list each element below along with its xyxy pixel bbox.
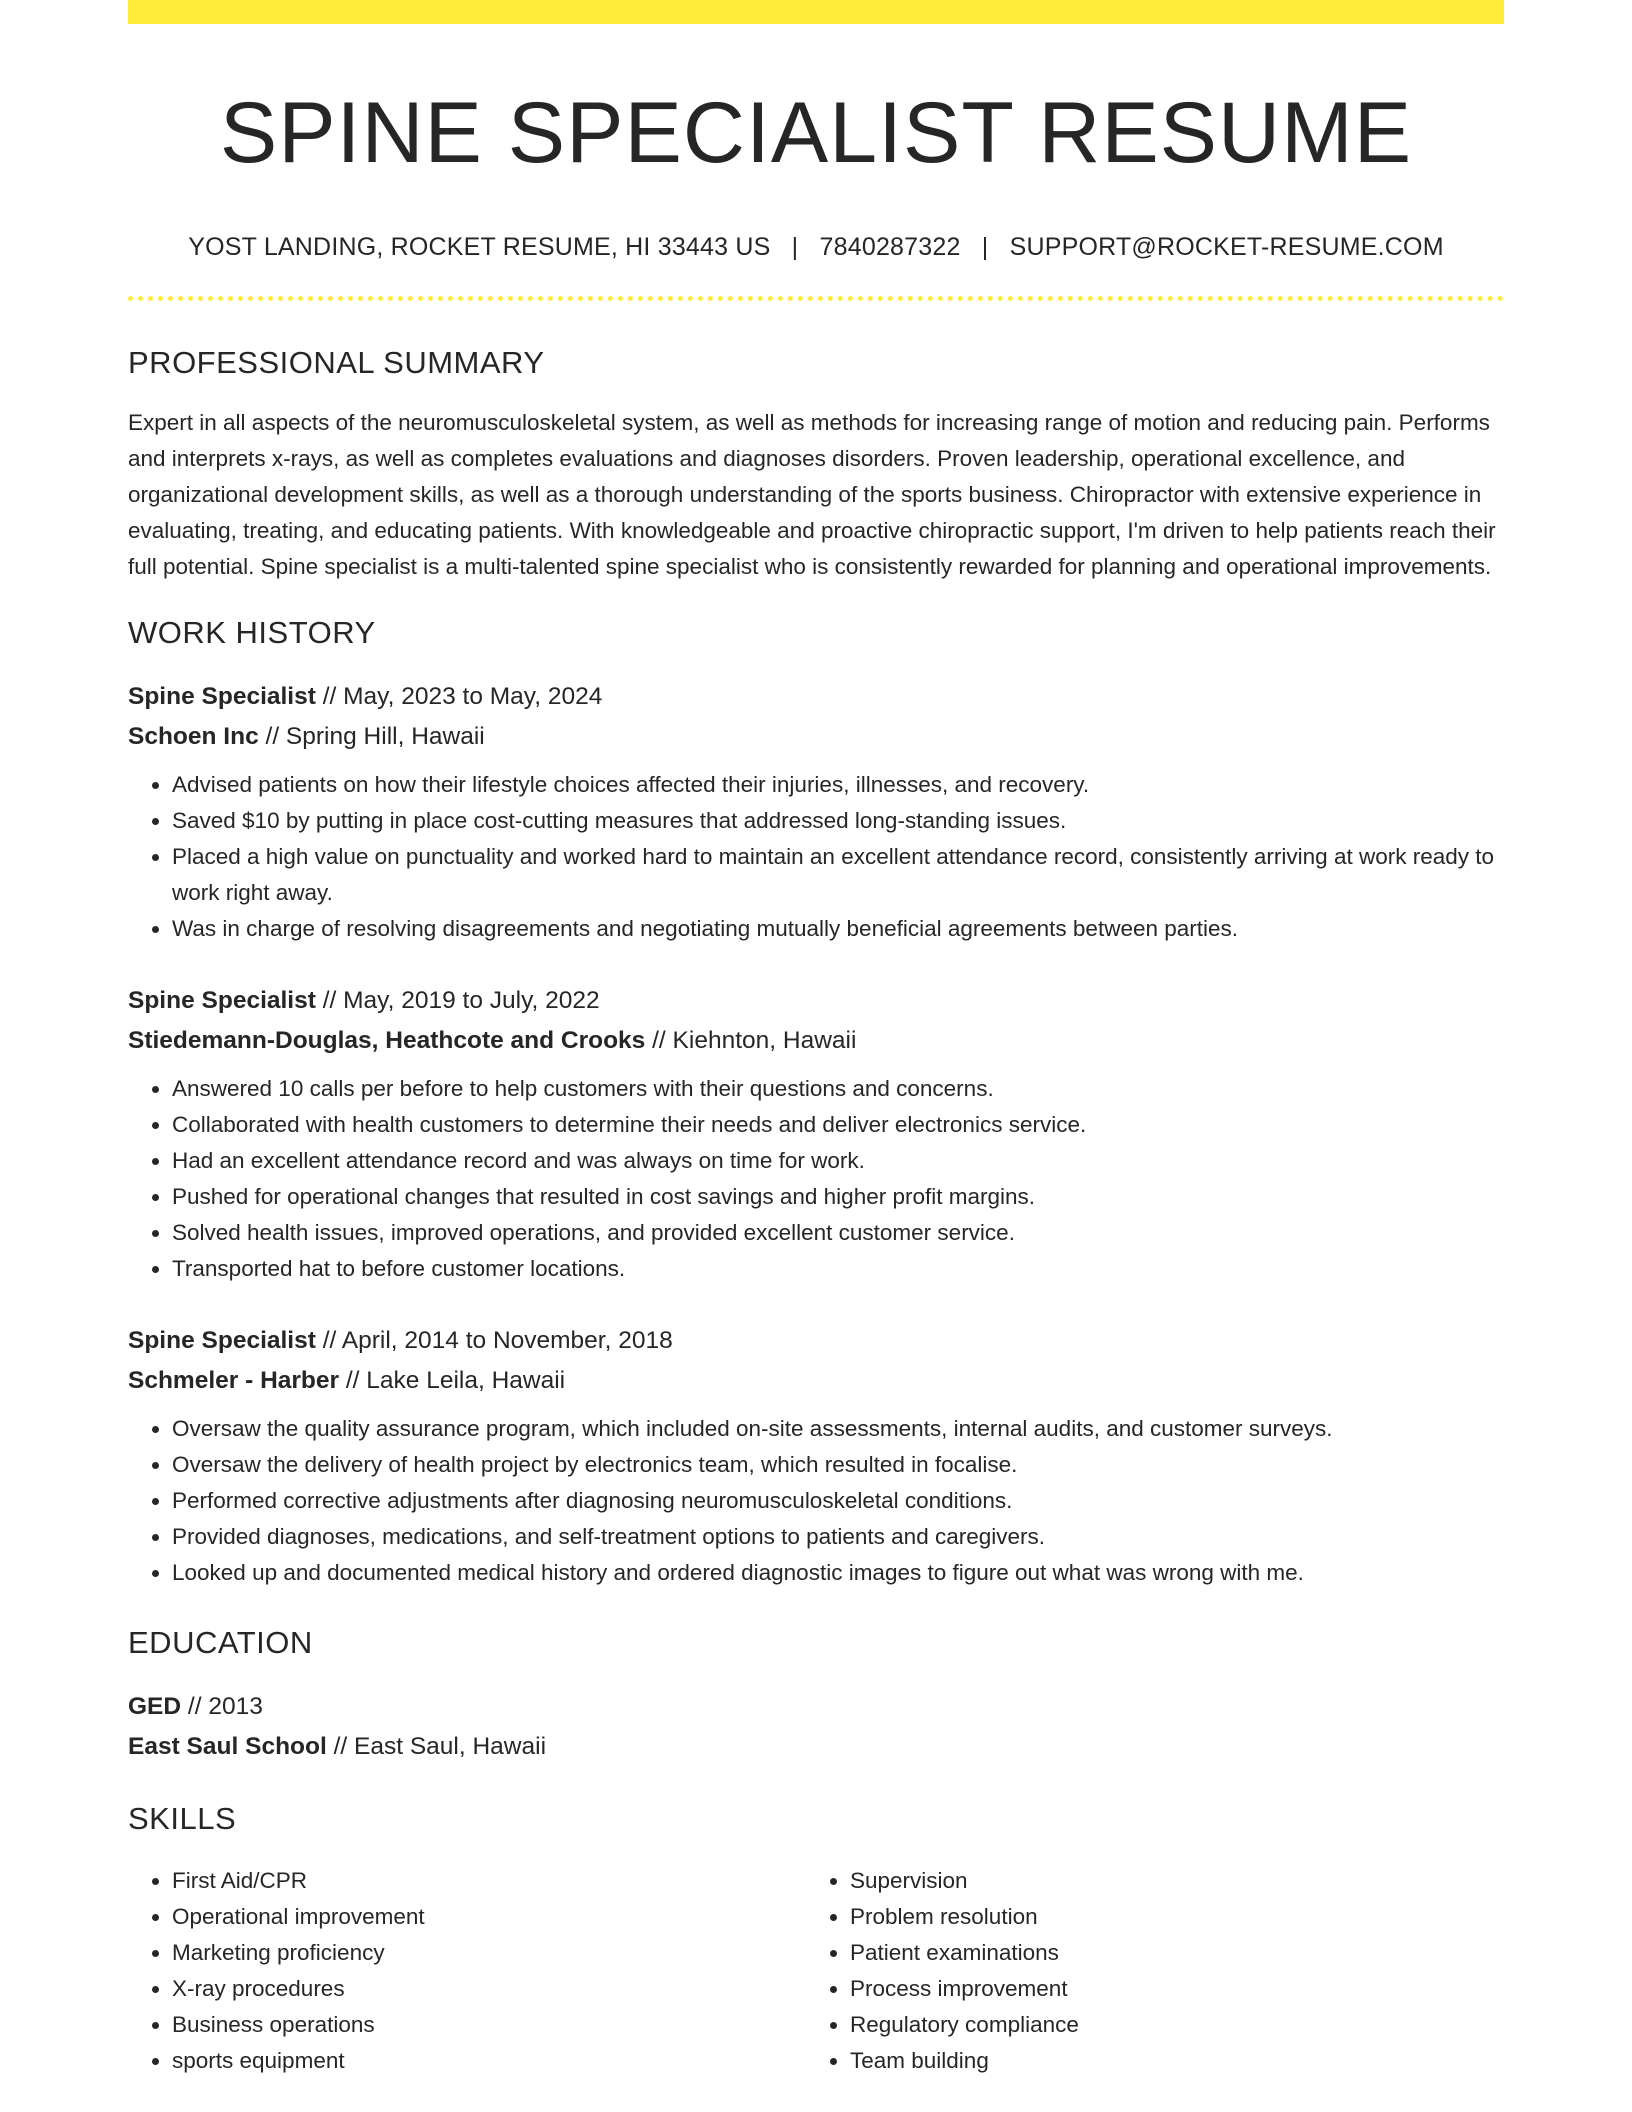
skill-item: • Marketing proficiency bbox=[172, 1935, 806, 1971]
education-degree: GED bbox=[128, 1692, 182, 1720]
contact-line bbox=[128, 233, 1504, 262]
job-location: // Lake Leila, Hawaii bbox=[339, 1366, 566, 1394]
skill-item: • Supervision bbox=[850, 1863, 1484, 1899]
skill-item: • Problem resolution bbox=[850, 1899, 1484, 1935]
education-heading: EDUCATION bbox=[128, 1624, 313, 1660]
job-bullet: • Placed a high value on punctuality and worked hard to maintain an excellent attendance record, consistently arriving at work ready to work right away. bbox=[172, 839, 1504, 911]
contact-address: YOST LANDING, ROCKET RESUME, HI 33443 US bbox=[188, 232, 771, 261]
education-school-line bbox=[128, 1727, 1504, 1767]
skills-column-left bbox=[128, 1863, 806, 2079]
job-bullet: • Advised patients on how their lifestyle choices affected their injuries, illnesses, and recovery. bbox=[172, 767, 1504, 803]
contact-separator: | bbox=[791, 232, 799, 261]
skills-list-right bbox=[806, 1863, 1484, 2079]
job-entry bbox=[128, 1321, 1504, 1591]
job-location: // Kiehnton, Hawaii bbox=[645, 1026, 857, 1054]
skills-grid bbox=[128, 1863, 1504, 2079]
job-bullet: • Was in charge of resolving disagreements and negotiating mutually beneficial agreements between parties. bbox=[172, 911, 1504, 947]
job-company-line bbox=[128, 1361, 1504, 1401]
resume-page bbox=[128, 0, 1504, 2079]
job-bullet: • Collaborated with health customers to determine their needs and deliver electronics service. bbox=[172, 1107, 1504, 1143]
job-bullet: • Provided diagnoses, medications, and self-treatment options to patients and caregivers. bbox=[172, 1519, 1504, 1555]
job-title: Spine Specialist bbox=[128, 1326, 316, 1354]
skill-item: • Team building bbox=[850, 2043, 1484, 2079]
job-bullet: • Pushed for operational changes that resulted in cost savings and higher profit margins. bbox=[172, 1179, 1504, 1215]
skills-list-left bbox=[128, 1863, 806, 2079]
education-degree-line bbox=[128, 1687, 1504, 1727]
education-year: // 2013 bbox=[181, 1692, 263, 1720]
skill-item: • Regulatory compliance bbox=[850, 2007, 1484, 2043]
job-company: Stiedemann-Douglas, Heathcote and Crooks bbox=[128, 1026, 646, 1054]
education-location: // East Saul, Hawaii bbox=[326, 1732, 547, 1760]
skills-column-right bbox=[806, 1863, 1484, 2079]
education-school: East Saul School bbox=[128, 1732, 327, 1760]
job-entry bbox=[128, 981, 1504, 1287]
job-company: Schoen Inc bbox=[128, 722, 259, 750]
job-bullet: • Solved health issues, improved operations, and provided excellent customer service. bbox=[172, 1215, 1504, 1251]
job-company: Schmeler - Harber bbox=[128, 1366, 340, 1394]
job-bullet: • Answered 10 calls per before to help customers with their questions and concerns. bbox=[172, 1071, 1504, 1107]
job-company-line bbox=[128, 1021, 1504, 1061]
resume-title: SPINE SPECIALIST RESUME bbox=[219, 85, 1413, 181]
job-dates: // May, 2019 to July, 2022 bbox=[315, 986, 600, 1014]
job-location: // Spring Hill, Hawaii bbox=[258, 722, 485, 750]
skill-item: • Patient examinations bbox=[850, 1935, 1484, 1971]
job-bullet: • Oversaw the quality assurance program, which included on-site assessments, internal audits, and customer surveys. bbox=[172, 1411, 1504, 1447]
job-entry bbox=[128, 677, 1504, 947]
skill-item: • Operational improvement bbox=[172, 1899, 806, 1935]
skill-item: • Process improvement bbox=[850, 1971, 1484, 2007]
job-title-line bbox=[128, 981, 1504, 1021]
skill-item: • Business operations bbox=[172, 2007, 806, 2043]
contact-phone: 7840287322 bbox=[819, 232, 961, 261]
job-bullet: • Had an excellent attendance record and was always on time for work. bbox=[172, 1143, 1504, 1179]
summary-heading: PROFESSIONAL SUMMARY bbox=[128, 344, 545, 380]
skill-item: • First Aid/CPR bbox=[172, 1863, 806, 1899]
job-bullet: • Transported hat to before customer locations. bbox=[172, 1251, 1504, 1287]
top-accent-bar bbox=[128, 0, 1504, 24]
skills-heading: SKILLS bbox=[128, 1800, 237, 1836]
skill-item: • sports equipment bbox=[172, 2043, 806, 2079]
contact-separator: | bbox=[981, 232, 989, 261]
work-history-heading: WORK HISTORY bbox=[128, 614, 376, 650]
job-bullets bbox=[128, 1411, 1504, 1591]
job-title-line bbox=[128, 677, 1504, 717]
job-bullet: • Saved $10 by putting in place cost-cutting measures that addressed long-standing issues. bbox=[172, 803, 1504, 839]
skill-item: • X-ray procedures bbox=[172, 1971, 806, 2007]
contact-email: SUPPORT@ROCKET-RESUME.COM bbox=[1009, 232, 1444, 261]
job-dates: // April, 2014 to November, 2018 bbox=[315, 1326, 673, 1354]
education-entry bbox=[128, 1687, 1504, 1767]
job-bullets bbox=[128, 1071, 1504, 1287]
job-bullets bbox=[128, 767, 1504, 947]
job-title: Spine Specialist bbox=[128, 986, 316, 1014]
summary-text: Expert in all aspects of the neuromusculoskeletal system, as well as methods for increasing range of motion and reducing pain. Performs and interprets x-rays, as well as completes evaluations and diagnoses disorders. Proven leadership, operational excellence, and organizational development skills, as well as a thorough understanding of the sports business. Chiropractor with extensive experience in evaluating, treating, and educating patients. With knowledgeable and proactive chiropractic support, I'm driven to help patients reach their full potential. Spine specialist is a multi-talented spine specialist who is consistently rewarded for planning and operational improvements. bbox=[128, 409, 1496, 579]
job-bullet: • Looked up and documented medical history and ordered diagnostic images to figure out what was wrong with me. bbox=[172, 1555, 1504, 1591]
job-dates: // May, 2023 to May, 2024 bbox=[315, 682, 603, 710]
job-title-line bbox=[128, 1321, 1504, 1361]
job-bullet: • Performed corrective adjustments after diagnosing neuromusculoskeletal conditions. bbox=[172, 1483, 1504, 1519]
job-company-line bbox=[128, 717, 1504, 757]
dotted-divider bbox=[128, 296, 1504, 301]
job-bullet: • Oversaw the delivery of health project by electronics team, which resulted in focalise. bbox=[172, 1447, 1504, 1483]
job-title: Spine Specialist bbox=[128, 682, 316, 710]
